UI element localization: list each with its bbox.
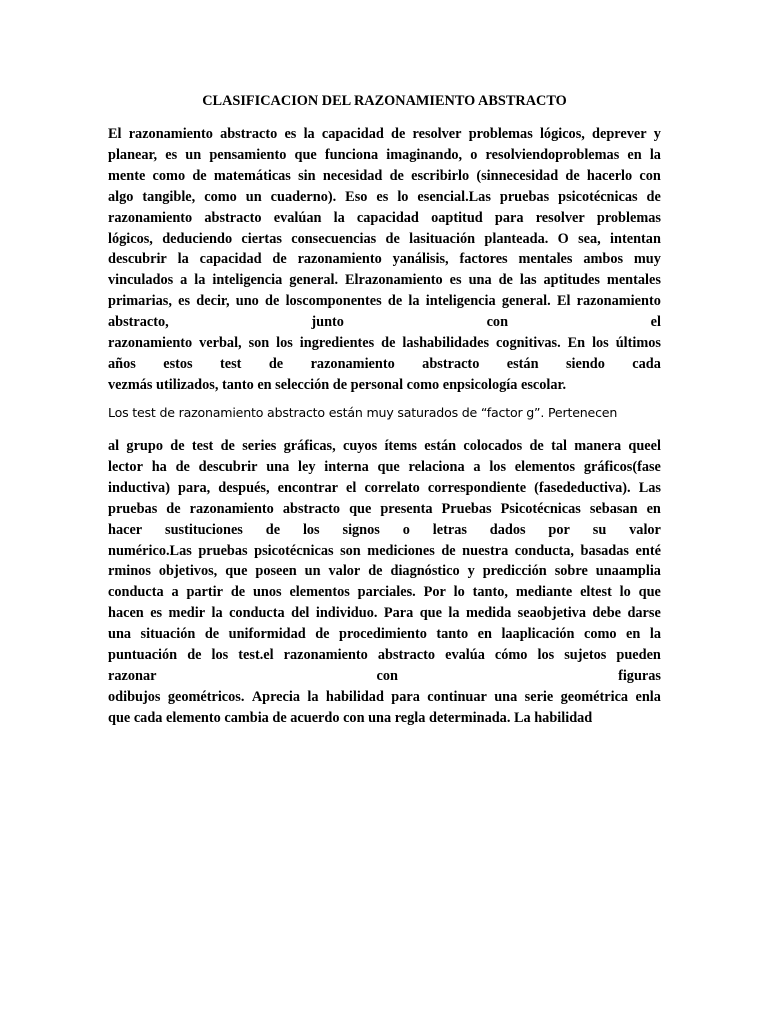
word: valor (629, 521, 661, 538)
word: como (152, 167, 186, 184)
word: resolviendoproblemas (485, 146, 620, 163)
word: test.el (238, 647, 274, 663)
word: pruebas (108, 500, 158, 517)
word: test (191, 438, 214, 454)
word: rminos (108, 563, 151, 580)
word: psicotécnicas (254, 542, 334, 559)
text-line (108, 312, 661, 332)
word: que (638, 584, 661, 601)
word: uno (235, 293, 259, 310)
text-line (108, 645, 661, 665)
word: de (170, 438, 185, 454)
word: sujetos (564, 647, 607, 663)
word: para (391, 688, 420, 705)
word: El (108, 126, 122, 142)
word: razonamiento (310, 355, 395, 372)
word: cómo (494, 647, 528, 663)
word: cada (632, 355, 661, 372)
word: es (284, 126, 297, 142)
word: presenta (380, 500, 433, 517)
word: que (225, 563, 248, 580)
word: como (204, 188, 237, 205)
word: y (653, 126, 661, 142)
word: encontrar (277, 479, 338, 496)
word: general. (289, 272, 339, 289)
word: en (627, 146, 642, 163)
word: unos (252, 584, 282, 601)
word: Las (638, 479, 661, 496)
word: esencial.Las (417, 188, 491, 205)
word: medida (465, 605, 512, 622)
word: el (650, 314, 661, 331)
word: enla (635, 688, 661, 705)
word: los (592, 335, 609, 351)
word: para (494, 209, 524, 226)
word: figuras (618, 667, 661, 684)
word: eltest (580, 584, 612, 601)
word: abstracto (422, 355, 480, 372)
word: de (265, 293, 280, 310)
word: elementos (289, 584, 350, 601)
word: sustituciones (165, 521, 243, 538)
word: están (424, 438, 457, 454)
word: o (402, 521, 410, 538)
word: planear, (108, 146, 158, 163)
word: darse (627, 605, 661, 622)
word: de (272, 251, 287, 268)
word: geométricos. (167, 688, 245, 705)
word: intentan (610, 230, 661, 247)
word: evalúa (445, 647, 485, 663)
word: lo (619, 584, 631, 601)
word: la (303, 126, 315, 142)
word: (sinnecesidad (476, 167, 559, 184)
word: de (230, 584, 246, 601)
word: abstracto, (108, 314, 169, 331)
word: uniformidad (228, 626, 306, 643)
word: situación (140, 626, 196, 643)
word: es (376, 188, 389, 205)
word: de (187, 647, 202, 663)
word: un (304, 563, 321, 580)
word: como (584, 626, 617, 643)
word: de (385, 230, 400, 247)
word: interna (324, 458, 369, 475)
word: razonamiento (128, 126, 213, 142)
text-line (108, 166, 661, 186)
word: de (204, 626, 220, 643)
word: matemáticas (213, 167, 291, 184)
word: pruebas (198, 542, 248, 559)
word: después, (218, 479, 270, 496)
word: por (548, 521, 570, 538)
word: pruebas (499, 188, 550, 205)
word: resolver (412, 126, 462, 142)
word: consecuencias (291, 230, 377, 247)
word: los (537, 647, 555, 663)
word: lo (453, 584, 465, 601)
word: queel (628, 438, 661, 454)
word: procedimiento (339, 626, 427, 643)
word: inteligencia (212, 272, 283, 289)
word: ley (298, 458, 316, 475)
word: odibujos (108, 688, 161, 705)
text-line (108, 124, 661, 144)
word: inductiva) (108, 479, 170, 496)
word: la (649, 146, 661, 163)
word: El (556, 293, 571, 310)
word: puntuación (108, 647, 178, 663)
word: sebasan (589, 500, 638, 517)
word: cuyos (342, 438, 378, 454)
text-line (108, 187, 661, 207)
word: abstracto (204, 209, 262, 226)
word: de (565, 167, 580, 184)
word: una (108, 626, 132, 643)
word: su (592, 521, 607, 538)
word: que (377, 458, 400, 475)
word: de (166, 500, 181, 517)
word: abstracto (282, 500, 341, 517)
word: dados (489, 521, 526, 538)
word: mente (108, 167, 146, 184)
word: factores (459, 251, 508, 268)
document-title: CLASIFICACION DEL RAZONAMIENTO ABSTRACTO (202, 93, 567, 109)
word: Eso (345, 188, 368, 205)
word: en (477, 626, 492, 643)
word: que (294, 146, 317, 163)
word: la (307, 688, 319, 705)
paragraph-2-line: Los test de razonamiento abstracto están muy saturados de “factor g”. Pertenecen (108, 405, 618, 420)
word: yanálisis, (392, 251, 449, 268)
text-line (108, 145, 661, 165)
word: a (473, 458, 481, 475)
text-line (108, 229, 661, 249)
word: de (646, 188, 661, 205)
word: es (178, 293, 191, 310)
word: abstracto (220, 126, 278, 142)
word: Psicotécnicas (500, 500, 581, 517)
word: del (291, 605, 310, 622)
text-line (108, 354, 661, 374)
word: gráficos(fase (583, 458, 661, 475)
text-line (108, 499, 661, 519)
word: cuaderno). (270, 188, 337, 205)
word: pueden (616, 647, 661, 663)
word: la (408, 293, 420, 310)
word: estos (163, 355, 193, 372)
word: ambos (583, 251, 624, 268)
word: la (177, 251, 189, 268)
text-line (108, 541, 661, 561)
word: conducta, (514, 542, 574, 559)
word: ítems (384, 438, 417, 454)
word: algo (108, 188, 134, 205)
word: partir (186, 584, 223, 601)
word: razonamiento (297, 251, 382, 268)
word: deprever (592, 126, 647, 142)
word: de (268, 355, 284, 372)
word: debe (592, 605, 622, 622)
word: de (192, 167, 207, 184)
word: lector (108, 458, 143, 475)
word: colocados (463, 438, 523, 454)
word: oaptitud (431, 209, 483, 226)
word: grupo (126, 438, 163, 454)
word: decir, (196, 293, 230, 310)
word: tanto (436, 626, 469, 643)
word: las (519, 272, 537, 289)
text-line (108, 291, 661, 311)
word: la (194, 272, 206, 289)
text-line (108, 582, 661, 602)
word: tanto, (472, 584, 508, 601)
word: descubrir (198, 458, 258, 475)
word: imaginando, (386, 146, 463, 163)
word: sobre (554, 563, 588, 580)
word: hacer (108, 521, 143, 538)
word: hacen (108, 605, 144, 622)
word: están (506, 355, 539, 372)
word: en (626, 626, 641, 643)
word: de (441, 542, 456, 559)
word: que (349, 500, 372, 517)
word: años (108, 355, 136, 372)
word: vinculados (108, 272, 174, 289)
text-line (108, 561, 661, 581)
word: de (391, 126, 406, 142)
word: con (639, 167, 661, 184)
word: habilidad (325, 688, 384, 705)
word: capacidad (321, 126, 384, 142)
text-line (108, 687, 661, 707)
text-line (108, 478, 661, 498)
word: los (302, 521, 320, 538)
word: basadas (580, 542, 629, 559)
word: resolver (535, 209, 585, 226)
word: siendo (565, 355, 605, 372)
word: poseen (255, 563, 297, 580)
word: de (220, 438, 235, 454)
word: ha (151, 458, 167, 475)
word: lógicos, (108, 230, 153, 247)
word: predicción (482, 563, 547, 580)
word: seaobjetiva (517, 605, 586, 622)
word: diagnóstico (390, 563, 460, 580)
text-line (108, 520, 661, 540)
word: o (470, 146, 478, 163)
word: tangible, (142, 188, 196, 205)
word: mentales (606, 272, 661, 289)
word: deduciendo (162, 230, 233, 247)
word: valor (328, 563, 361, 580)
word: en (646, 500, 661, 517)
word: pensamiento (209, 146, 287, 163)
word: nuestra (462, 542, 509, 559)
word: la (448, 605, 460, 622)
word: capacidad (356, 209, 419, 226)
word: lashabilidades (402, 335, 490, 351)
word: cognitivas. (495, 335, 561, 351)
word: una (468, 272, 492, 289)
word: signos (342, 521, 380, 538)
word: Por (423, 584, 446, 601)
word: evalúan (273, 209, 322, 226)
word: aptitudes (543, 272, 600, 289)
word: funciona (324, 146, 379, 163)
word: es (165, 146, 178, 163)
word: a (180, 272, 188, 289)
word: de (381, 335, 396, 351)
word: con (486, 314, 509, 331)
word: últimos (615, 335, 661, 351)
word: lógicos, (539, 126, 585, 142)
word: los (489, 458, 507, 475)
word: y (467, 563, 475, 580)
word: razonamiento (283, 647, 368, 663)
word: de (387, 293, 403, 310)
word: son (248, 335, 270, 351)
text-line (108, 624, 661, 644)
word: problemas (596, 209, 661, 226)
word: primarias, (108, 293, 172, 310)
word: de (498, 272, 513, 289)
word: abstracto (377, 647, 436, 663)
text-line (108, 333, 661, 353)
word: laaplicación (501, 626, 575, 643)
word: la (649, 626, 661, 643)
word: razonamiento (108, 209, 193, 226)
word: geométrica (560, 688, 629, 705)
word: una (266, 458, 290, 475)
word: series (242, 438, 277, 454)
word: medir (168, 605, 206, 622)
word: O (557, 230, 569, 247)
word: relaciona (408, 458, 465, 475)
word: mediciones (367, 542, 435, 559)
word: la (333, 209, 345, 226)
word: manera (574, 438, 622, 454)
word: mentales (518, 251, 573, 268)
word: conducta (229, 605, 285, 622)
word: los (211, 647, 229, 663)
word: con (376, 667, 398, 684)
word: que (419, 605, 442, 622)
word: individuo. (315, 605, 378, 622)
word: razonar (108, 667, 157, 684)
word: razonamiento (108, 335, 193, 351)
word: unaamplia (595, 563, 661, 580)
word: de (175, 458, 190, 475)
word: parciales. (357, 584, 416, 601)
word: de (529, 438, 544, 454)
word: serie (524, 688, 554, 705)
word: son (340, 542, 361, 559)
word: En (567, 335, 586, 351)
word: de (265, 521, 281, 538)
word: enté (635, 542, 661, 559)
word: muy (633, 251, 661, 268)
word: verbal, (199, 335, 242, 351)
word: correlato (364, 479, 420, 496)
word: loscomponentes (285, 293, 382, 310)
word: ingredientes (299, 335, 375, 351)
word: un (245, 188, 262, 205)
word: gráficas, (283, 438, 336, 454)
word: a (171, 584, 179, 601)
word: la (211, 605, 223, 622)
text-line (108, 603, 661, 623)
word: lo (397, 188, 409, 205)
word: inteligencia (425, 293, 496, 310)
word: Elrazonamiento (345, 272, 443, 289)
word: razonamiento (576, 293, 661, 310)
word: una (494, 688, 518, 705)
word: Para (383, 605, 414, 622)
word: un (185, 146, 202, 163)
word: es (449, 272, 462, 289)
word: Pruebas (441, 500, 492, 517)
word: tal (551, 438, 567, 454)
word: correspondiente (427, 479, 527, 496)
word: para, (178, 479, 211, 496)
word: problemas (468, 126, 533, 142)
text-line: que cada elemento cambia de acuerdo con una regla determinada. La habilidad (108, 709, 593, 726)
word: necesidad (322, 167, 383, 184)
word: planteada. (484, 230, 549, 247)
word: razonamiento (189, 500, 274, 517)
text-line (108, 249, 661, 269)
word: capacidad (199, 251, 262, 268)
word: es (150, 605, 163, 622)
word: mediante (515, 584, 573, 601)
word: ciertas (241, 230, 282, 247)
word: general. (501, 293, 551, 310)
text-line (108, 666, 661, 686)
word: conducta (108, 584, 164, 601)
word: junto (311, 314, 344, 331)
word: test (220, 355, 242, 372)
text-line (108, 457, 661, 477)
word: continuar (427, 688, 487, 705)
word: numérico.Las (108, 542, 192, 559)
word: escribirlo (411, 167, 470, 184)
word: los (276, 335, 293, 351)
word: sea, (578, 230, 601, 247)
word: al (108, 438, 120, 454)
word: psicotécnicas (558, 188, 638, 205)
word: elementos (514, 458, 576, 475)
word: hacerlo (586, 167, 633, 184)
word: de (389, 167, 404, 184)
word: (fasedeductiva). (534, 479, 631, 496)
word: lasituación (409, 230, 476, 247)
word: letras (432, 521, 467, 538)
text-line: vezmás utilizados, tanto en selección de personal como enpsicología escolar. (108, 376, 567, 393)
word: objetivos, (158, 563, 218, 580)
word: descubrir (108, 251, 167, 268)
word: el (346, 479, 357, 496)
word: de (315, 626, 330, 643)
word: de (368, 563, 383, 580)
text-line (108, 208, 661, 228)
text-line (108, 270, 661, 290)
text-line (108, 436, 661, 456)
word: sin (298, 167, 316, 184)
word: Aprecia (251, 688, 300, 705)
